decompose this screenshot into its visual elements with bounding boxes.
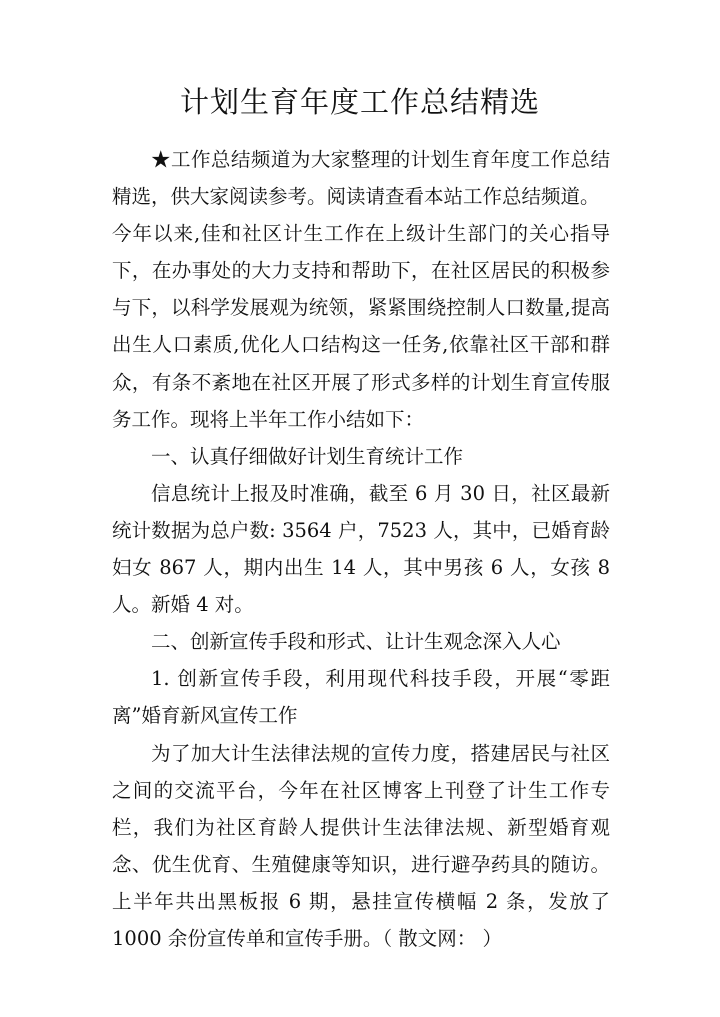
section-heading-publicity: 二、创新宣传手段和形式、让计生观念深入人心: [151, 630, 561, 654]
section-heading-statistics: 一、认真仔细做好计划生育统计工作: [151, 444, 464, 468]
document-body: [112, 141, 610, 957]
paragraph-intro: ★工作总结频道为大家整理的计划生育年度工作总结精选，供大家阅读参考。阅读请查看本站工作总结频道。: [112, 148, 610, 209]
paragraph-statistics: 信息统计上报及时准确，截至 6 月 30 日，社区最新统计数据为总户数: 3564 户，7523 人，其中，已婚育龄妇女 867 人，期内出生 14 人，其中男孩 6 人，女孩 8 人。新婚 4 对。: [112, 481, 610, 617]
subsection-heading-innovation: 1. 创新宣传手段，利用现代科技手段，开展“零距离”婚育新风宣传工作: [112, 667, 610, 728]
paragraph-overview: 今年以来,佳和社区计生工作在上级计生部门的关心指导下，在办事处的大力支持和帮助下，在社区居民的积极参与下，以科学发展观为统领，紧紧围绕控制人口数量,提高出生人口素质,优化人口结构这一任务,依靠社区干部和群众，有条不紊地在社区开展了形式多样的计划生育宣传服务工作。现将上半年工作小结如下：: [112, 222, 610, 431]
document-title: 计划生育年度工作总结精选: [179, 85, 540, 119]
paragraph-publicity: 为了加大计生法律法规的宣传力度，搭建居民与社区之间的交流平台，今年在社区博客上刊登了计生工作专栏，我们为社区育龄人提供计生法律法规、新型婚育观念、优生优育、生殖健康等知识，进行避孕药具的随访。上半年共出黑板报 6 期，悬挂宣传横幅 2 条，发放了 1000 余份宣传单和宣传手册。（ 散文网： ）: [112, 741, 610, 950]
